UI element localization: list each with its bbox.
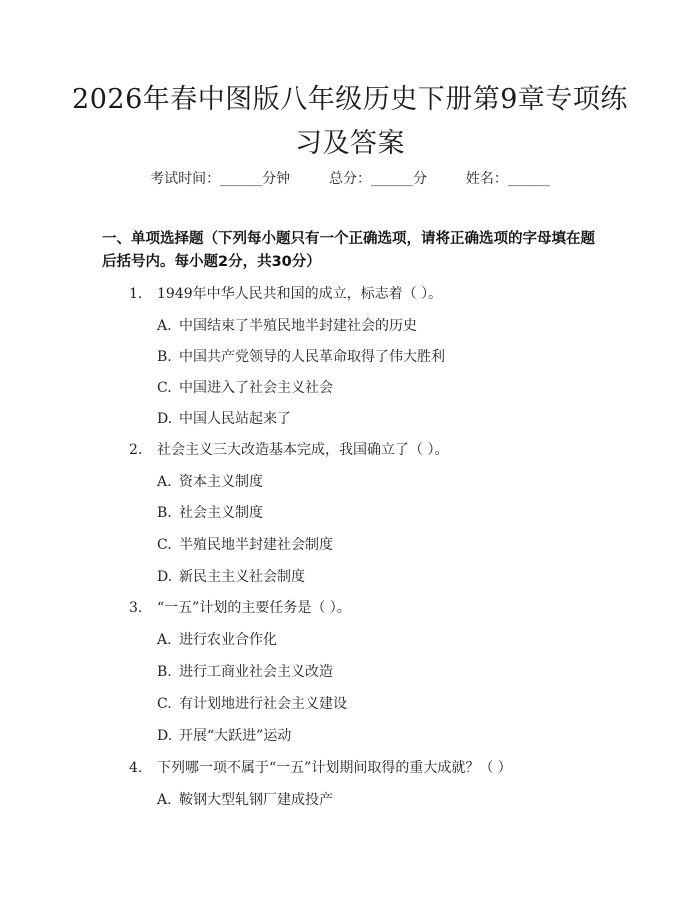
question-1 — [129, 284, 442, 304]
question-3-option-d — [157, 726, 291, 746]
question-2-option-a — [157, 472, 263, 492]
student-name-field: 姓名：______ — [465, 171, 550, 187]
option-letter: C. — [157, 696, 172, 712]
total-score-field: 总分：______分 — [329, 171, 427, 187]
question-number: 3. — [129, 600, 143, 616]
option-letter: B. — [157, 349, 172, 365]
option-letter: C. — [157, 537, 172, 553]
option-text: 进行农业合作化 — [179, 632, 277, 648]
option-letter: D. — [157, 411, 173, 427]
question-1-option-a — [157, 316, 417, 336]
question-text: 下列哪一项不属于“一五”计划期间取得的重大成就？（ ） — [157, 760, 512, 776]
question-1-option-d — [157, 409, 291, 429]
option-text: 有计划地进行社会主义建设 — [179, 696, 347, 712]
option-letter: D. — [157, 728, 173, 744]
option-letter: B. — [157, 505, 172, 521]
question-3 — [129, 598, 351, 618]
section-heading: 一、单项选择题（下列每小题只有一个正确选项，请将正确选项的字母填在题后括号内。每小题2分，共30分） — [102, 231, 595, 270]
option-letter: B. — [157, 664, 172, 680]
question-2 — [129, 440, 448, 460]
question-1-option-b — [157, 347, 445, 367]
exam-info-line — [0, 168, 700, 188]
option-text: 中国人民站起来了 — [179, 411, 291, 427]
option-letter: D. — [157, 569, 173, 585]
question-4 — [129, 758, 512, 778]
option-text: 中国结束了半殖民地半封建社会的历史 — [179, 318, 417, 334]
option-letter: A. — [157, 474, 172, 490]
question-2-option-c — [157, 535, 333, 555]
option-text: 开展“大跃进”运动 — [179, 728, 292, 744]
option-text: 资本主义制度 — [179, 474, 263, 490]
exam-time-field: 考试时间：______分钟 — [150, 171, 291, 187]
question-text: 社会主义三大改造基本完成，我国确立了（ ）。 — [157, 442, 449, 458]
option-letter: A. — [157, 318, 172, 334]
option-text: 中国进入了社会主义社会 — [179, 380, 333, 396]
option-text: 新民主主义社会制度 — [179, 569, 305, 585]
question-3-option-a — [157, 630, 277, 650]
question-3-option-b — [157, 662, 333, 682]
option-text: 鞍钢大型轧钢厂建成投产 — [179, 792, 333, 808]
question-2-option-b — [157, 503, 263, 523]
option-letter: A. — [157, 632, 172, 648]
option-text: 社会主义制度 — [179, 505, 263, 521]
question-1-option-c — [157, 378, 333, 398]
page-title: 2026年春中图版八年级历史下册第9章专项练习及答案 — [72, 84, 628, 159]
option-text: 中国共产党领导的人民革命取得了伟大胜利 — [179, 349, 445, 365]
question-text: 1949年中华人民共和国的成立，标志着（ ）。 — [157, 286, 443, 302]
question-2-option-d — [157, 567, 305, 587]
option-letter: C. — [157, 380, 172, 396]
question-number: 2. — [129, 442, 143, 458]
question-number: 1. — [129, 286, 143, 302]
question-3-option-c — [157, 694, 347, 714]
option-text: 进行工商业社会主义改造 — [179, 664, 333, 680]
question-text: “一五”计划的主要任务是（ ）。 — [157, 600, 351, 616]
question-4-option-a — [157, 790, 333, 810]
option-text: 半殖民地半封建社会制度 — [179, 537, 333, 553]
option-letter: A. — [157, 792, 172, 808]
question-number: 4. — [129, 760, 143, 776]
